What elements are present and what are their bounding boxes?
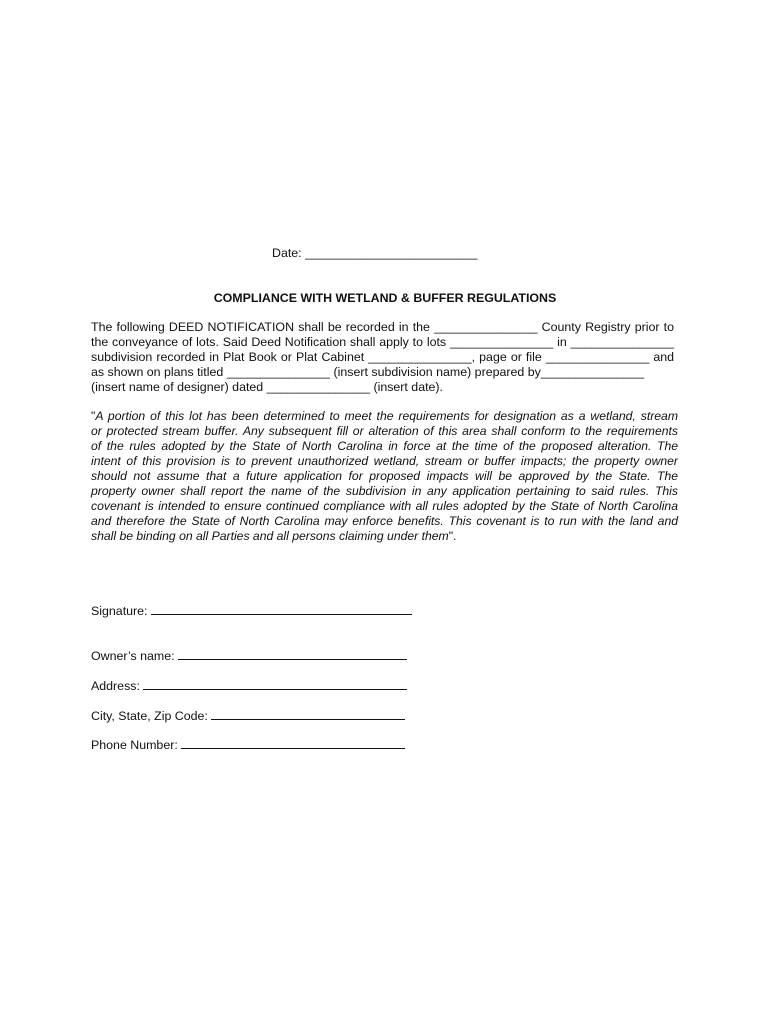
notification-line: the conveyance of lots. Said Deed Notification shall apply to lots _______________ in _______________ <box>91 335 674 349</box>
covenant-paragraph <box>91 409 678 544</box>
date-blank[interactable]: _________________________ <box>305 246 478 260</box>
address-input-line[interactable] <box>143 678 407 690</box>
phone-number-label: Phone Number: <box>91 738 178 752</box>
phone-number-input-line[interactable] <box>181 737 405 749</box>
city-state-zip-field <box>91 708 405 724</box>
notification-line: subdivision recorded in Plat Book or Plat Cabinet _______________, page or file _______________ and <box>91 350 674 364</box>
owner-name-input-line[interactable] <box>178 648 407 660</box>
covenant-text: of the rules adopted by the State of North Carolina in force at the time of the proposed alteration. The <box>91 439 678 453</box>
date-label: Date: <box>272 246 302 260</box>
covenant-text: intent of this provision is to prevent unauthorized wetland, stream or buffer impacts; the property owner <box>91 454 678 468</box>
covenant-text: property owner shall report the name of the subdivision in any application pertaining to said rules. This <box>91 484 678 498</box>
open-quote: " <box>91 409 96 423</box>
deed-notification-paragraph <box>91 320 674 395</box>
covenant-text: and therefore the State of North Carolina may enforce benefits. This covenant is to run with the land and <box>91 514 678 528</box>
covenant-text: should not assume that a future application for proposed impacts will be approved by the State. The <box>91 469 678 483</box>
notification-line: (insert name of designer) dated _______________ (insert date). <box>91 380 443 394</box>
covenant-line <box>91 514 678 529</box>
covenant-line <box>91 439 678 454</box>
close-quote: ". <box>448 529 457 543</box>
page-title: COMPLIANCE WITH WETLAND & BUFFER REGULATIONS <box>213 291 557 305</box>
notification-line: The following DEED NOTIFICATION shall be recorded in the _______________ County Registry prior to <box>91 320 674 334</box>
owner-name-field <box>91 648 407 664</box>
covenant-text: A portion of this lot has been determined to meet the requirements for designation as a wetland, stream <box>95 409 678 423</box>
notification-line: as shown on plans titled _______________ (insert subdivision name) prepared by_______________ <box>91 365 645 379</box>
city-state-zip-label: City, State, Zip Code: <box>91 709 208 723</box>
covenant-text: shall be binding on all Parties and all persons claiming under them <box>91 529 449 543</box>
covenant-line <box>91 484 678 499</box>
owner-name-label: Owner’s name: <box>91 649 175 663</box>
covenant-line <box>91 499 678 514</box>
city-state-zip-input-line[interactable] <box>211 708 405 720</box>
phone-number-field <box>91 737 405 753</box>
covenant-line <box>91 409 678 424</box>
covenant-line <box>91 529 678 544</box>
address-label: Address: <box>91 679 140 693</box>
signature-input-line[interactable] <box>151 603 412 615</box>
covenant-line <box>91 424 678 439</box>
covenant-line <box>91 469 678 484</box>
covenant-text: covenant is intended to ensure continued compliance with all rules adopted by the State of North Carolina <box>91 499 678 513</box>
signature-label: Signature: <box>91 604 148 618</box>
date-field[interactable] <box>272 246 477 261</box>
address-field <box>91 678 407 694</box>
signature-field <box>91 603 412 619</box>
covenant-line <box>91 454 678 469</box>
covenant-text: or protected stream buffer. Any subsequent fill or alteration of this area shall conform to the requirements <box>91 424 678 438</box>
